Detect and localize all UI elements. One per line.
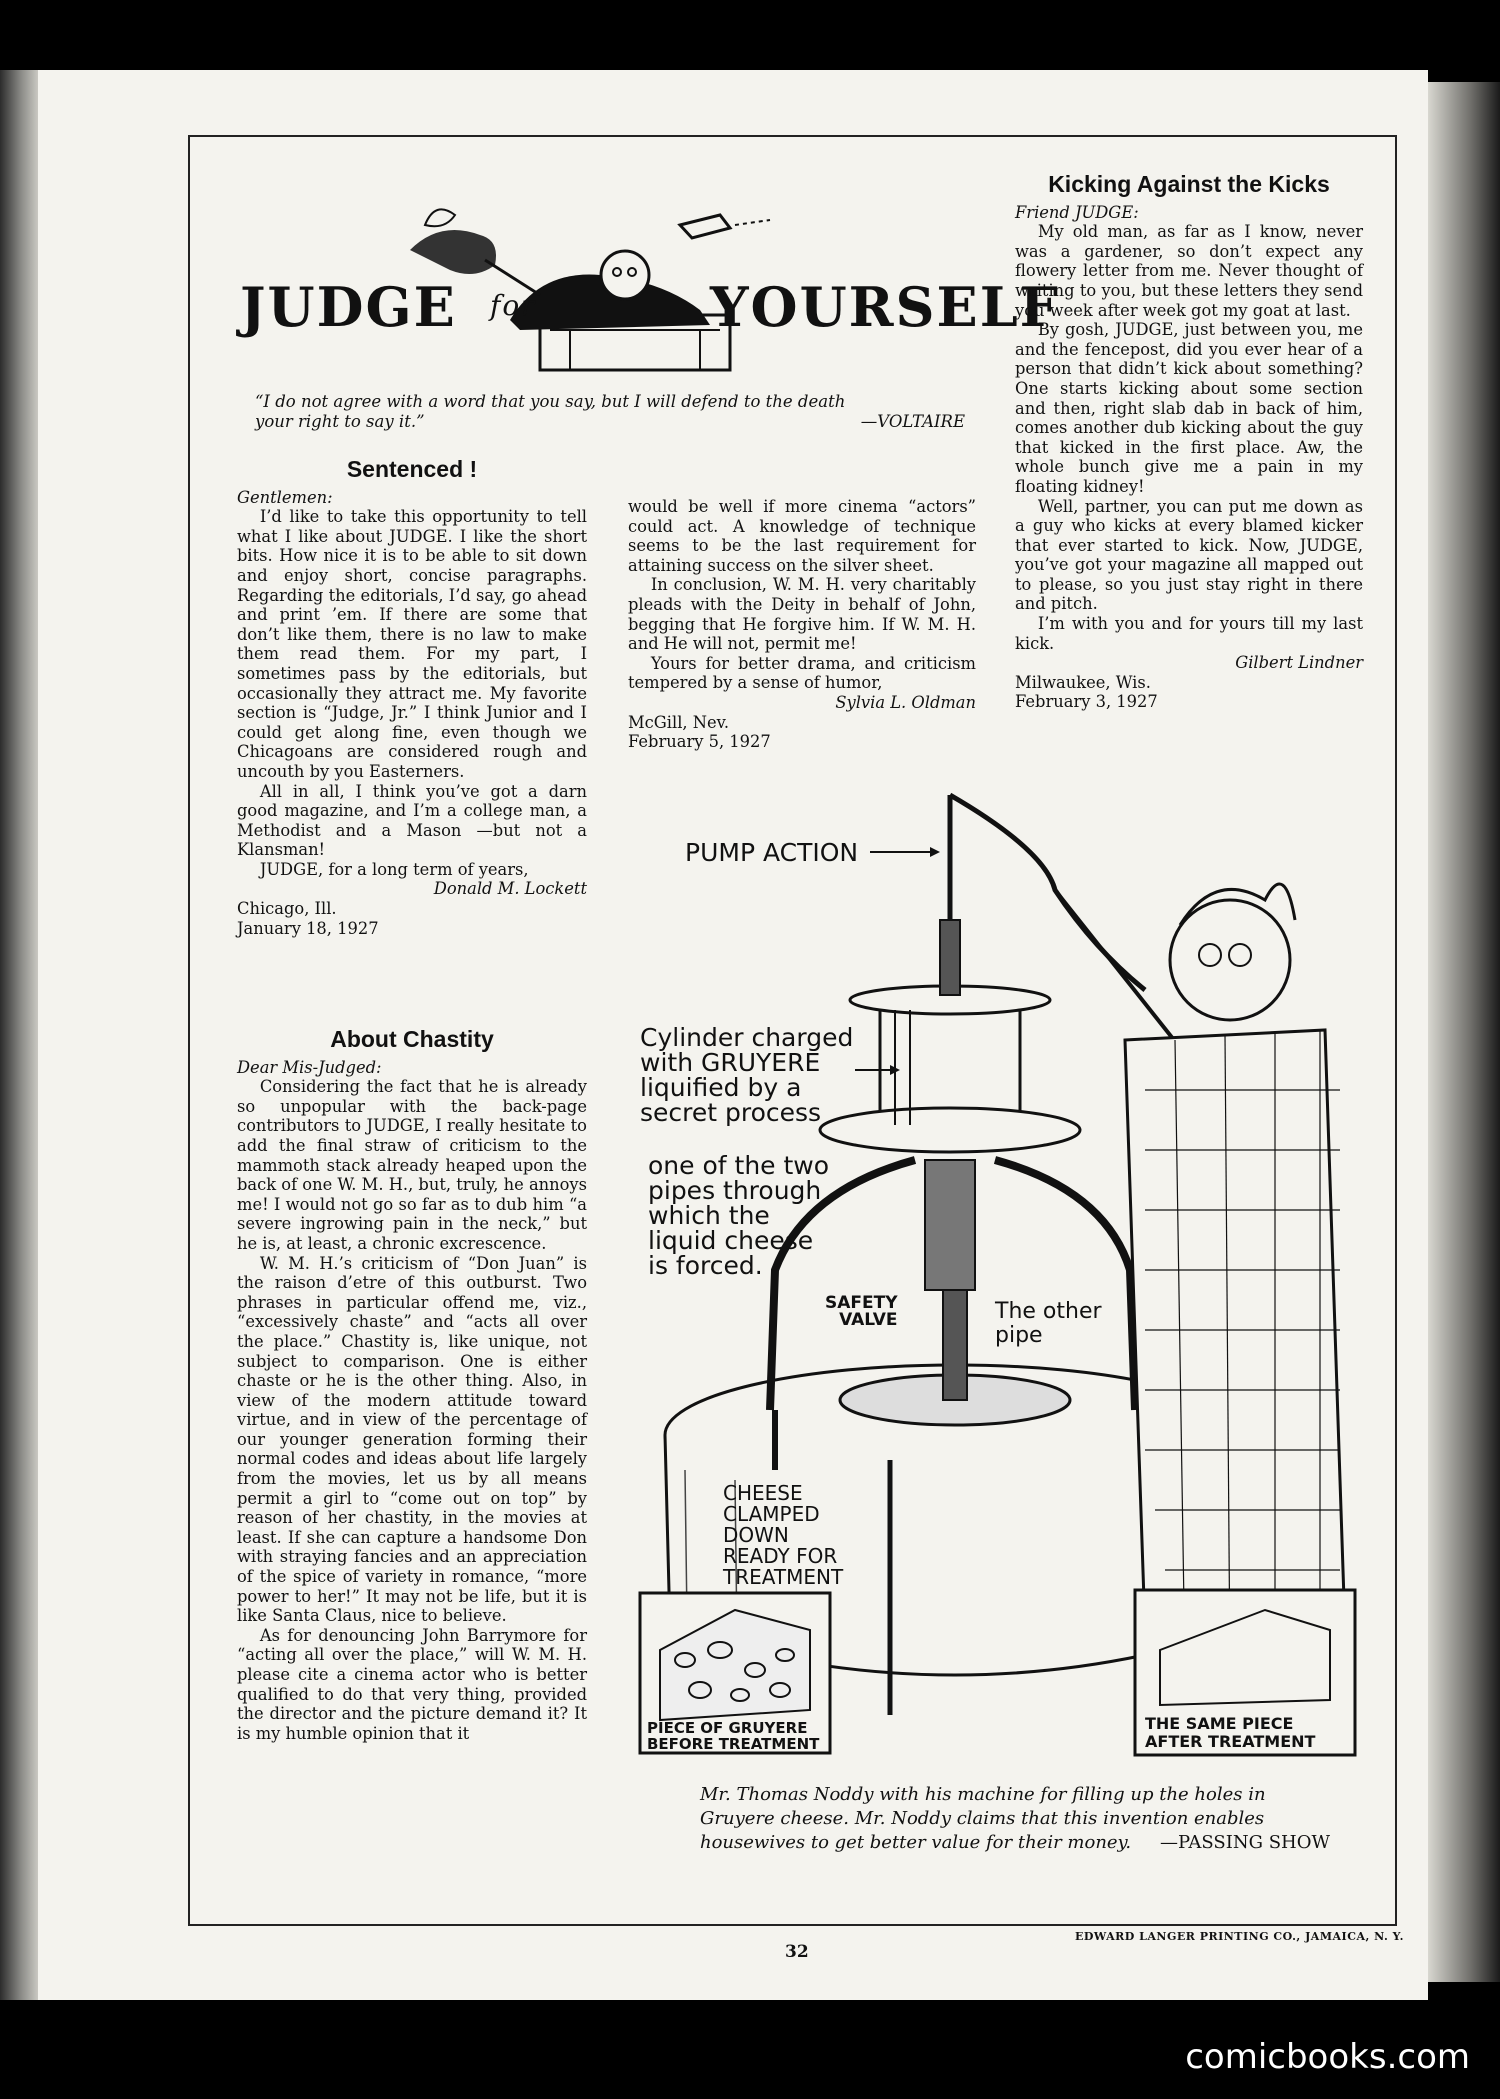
kicks-salute: Friend JUDGE: — [1015, 202, 1139, 222]
sentenced-paragraph-3: JUDGE, for a long term of years, — [259, 859, 529, 879]
caption-text: Mr. Thomas Noddy with his machine for filling up the holes in Gruyere cheese. Mr. Noddy claims that this invention enables housewives to get better value for their money. — [700, 1784, 1266, 1853]
label-pipe — [648, 1153, 829, 1278]
label-safety-valve-line-2: VALVE — [839, 1310, 898, 1330]
label-cheese-line-5: TREATMENT — [723, 1565, 844, 1589]
label-cylinder — [640, 1025, 853, 1125]
book-spine-left — [0, 70, 38, 2000]
middle-place: McGill, Nev. — [628, 712, 730, 732]
label-pipe-line-5: is forced. — [648, 1251, 763, 1280]
middle-signature: Sylvia L. Oldman — [835, 692, 976, 712]
label-cheese-line-1: CHEESE — [723, 1481, 803, 1505]
label-pipe-line-3: which the — [648, 1201, 770, 1230]
middle-date: February 5, 1927 — [628, 732, 771, 752]
label-after-treatment — [1145, 1715, 1315, 1751]
sentenced-title: Sentenced ! — [346, 456, 478, 482]
chastity-paragraph-2: W. M. H.’s criticism of “Don Juan” is the raison d’etre of this outburst. Two phrases in particular offend me, viz., “excessively chaste” and “acts all over the place.” Chastity is, like unique, not subject to comparison. One is either chaste or he is the other thing. Also, in view of the modern attitude toward virtue, and in view of the percentage of our younger generation forming their normal codes and ideas about life largely from the movies, let us by all means permit a girl to “come out on top” by reason of her chastity, in the movies at least. If she can capture a handsome Don with straying fancies and an appreciation of the spice of variety in romance, “more power to her!” It may not be life, but it is like Santa Claus, nice to believe. — [237, 1253, 587, 1626]
chastity-paragraph-3: As for denouncing John Barrymore for “acting all over the place,” will W. M. H. please cite a cinema actor who is better qualified to do that very thing, provided the director and the picture demand it? It is my humble opinion that it — [237, 1625, 587, 1743]
label-other-pipe-line-1: The other — [995, 1299, 1102, 1324]
voltaire-quote — [255, 392, 985, 432]
middle-paragraph-2: In conclusion, W. M. H. very charitably pleads with the Deity in behalf of John, begging that He forgive him. If W. M. H. and He will not, permit me! — [628, 575, 976, 654]
label-before-line-2: BEFORE TREATMENT — [647, 1735, 820, 1753]
cartoon-cheese-machine — [625, 770, 1370, 1775]
cartoon-caption — [700, 1783, 1330, 1855]
label-cheese-clamped — [723, 1483, 843, 1588]
kicks-paragraph-1: My old man, as far as I know, never was a gardener, so don’t expect any flowery letter from me. Never thought of writing to you, but these letters they send you week after week got my goat at last. — [1015, 222, 1363, 320]
letter-sentenced — [237, 456, 587, 938]
label-other-pipe-line-2: pipe — [995, 1323, 1043, 1348]
label-cylinder-line-4: secret process — [640, 1098, 822, 1127]
page-number: 32 — [785, 1942, 809, 1962]
label-pipe-line-2: pipes through — [648, 1176, 822, 1205]
label-pipe-line-4: liquid cheese — [648, 1226, 814, 1255]
caption-credit: —PASSING SHOW — [1159, 1832, 1330, 1853]
sentenced-place: Chicago, Ill. — [237, 899, 337, 919]
label-cheese-line-2: CLAMPED — [723, 1502, 820, 1526]
middle-paragraph-1: would be well if more cinema “actors” could act. A knowledge of technique seems to be the last requirement for attaining success on the silver sheet. — [628, 497, 976, 575]
sentenced-paragraph-2: All in all, I think you’ve got a darn good magazine, and I’m a college man, a Methodist and a Mason —but not a Klansman! — [237, 781, 587, 860]
sentenced-date: January 18, 1927 — [237, 918, 379, 938]
kicks-title: Kicking Against the Kicks — [1048, 171, 1330, 197]
kicks-date: February 3, 1927 — [1015, 692, 1158, 712]
sentenced-paragraph-1: I’d like to take this opportunity to tell what I like about JUDGE. I like the short bits. How nice it is to be able to sit down and enjoy short, concise paragraphs. Regarding the editorials, I’d say, go ahead and print ’em. If there are some that don’t like them, there is no law to make them read them. For my part, I sometimes pass by the editorials, but occasionally they attract me. My favorite section is “Judge, Jr.” I think Junior and I could get along fine, even though we Chicagoans are considered rough and uncouth by you Easterners. — [237, 507, 587, 781]
masthead — [240, 180, 1061, 380]
sentenced-signature: Donald M. Lockett — [433, 879, 587, 899]
kicks-paragraph-2: By gosh, JUDGE, just between you, me and the fencepost, did you ever hear of a person that didn’t kick about something? One starts kicking about some section and then, right slab dab in back of him, comes another dub kicking about the guy that kicked in the first place. Aw, the whole bunch give me a pain in my floating kidney! — [1015, 320, 1363, 496]
letter-kicking — [1015, 171, 1363, 712]
quote-line-1: “I do not agree with a word that you say, but I will defend to the death — [255, 392, 846, 411]
letter-about-chastity — [237, 1026, 587, 1743]
printer-credit: EDWARD LANGER PRINTING CO., JAMAICA, N. Y. — [1075, 1930, 1404, 1943]
label-cylinder-line-2: with GRUYERE — [640, 1048, 821, 1077]
label-cheese-line-3: DOWN — [723, 1523, 789, 1547]
label-cheese-line-4: READY FOR — [723, 1544, 838, 1568]
label-after-line-1: THE SAME PIECE — [1145, 1714, 1294, 1733]
label-safety-valve-line-1: SAFETY — [825, 1293, 898, 1313]
kicks-signature: Gilbert Lindner — [1235, 653, 1363, 673]
kicks-paragraph-3: Well, partner, you can put me down as a guy who kicks at every blamed kicker that ever started to kick. Now, JUDGE, you’ve got your magazine all mapped out to please, so you just stay right in there and pitch. — [1015, 496, 1363, 614]
masthead-title-for: for — [490, 289, 537, 322]
sentenced-salute: Gentlemen: — [237, 487, 333, 507]
chastity-paragraph-1: Considering the fact that he is already so unpopular with the back-page contributors to JUDGE, I really hesitate to add the final straw of criticism to the mammoth stack already heaped upon the back of one W. M. H., but, truly, he annoys me! I would not go so far as to dub him “a severe ingrowing pain in the neck,” but he is, at least, a chronic excrescence. — [237, 1077, 587, 1253]
label-pump-action: PUMP ACTION — [685, 838, 859, 867]
middle-paragraph-3: Yours for better drama, and criticism tempered by a sense of humor, — [628, 653, 976, 693]
label-cylinder-line-1: Cylinder charged — [640, 1023, 854, 1052]
label-before-line-1: PIECE OF GRUYERE — [647, 1719, 808, 1737]
label-cylinder-line-3: liquified by a — [640, 1073, 802, 1102]
quote-attribution: —VOLTAIRE — [860, 412, 965, 431]
label-other-pipe — [995, 1300, 1102, 1348]
kicks-place: Milwaukee, Wis. — [1015, 672, 1151, 692]
label-pipe-line-1: one of the two — [648, 1151, 830, 1180]
letter-continuation — [628, 497, 976, 752]
masthead-title-yourself: YOURSELF — [710, 275, 1061, 339]
chastity-title: About Chastity — [330, 1026, 494, 1052]
masthead-title — [240, 275, 1061, 345]
label-before-treatment — [647, 1720, 819, 1752]
label-safety-valve — [825, 1295, 898, 1329]
book-edge-right — [1428, 82, 1500, 1982]
chastity-salute: Dear Mis-Judged: — [237, 1057, 382, 1077]
quote-line-2: your right to say it.” — [255, 412, 425, 431]
kicks-paragraph-4: I’m with you and for yours till my last kick. — [1015, 614, 1363, 653]
site-watermark: comicbooks.com — [1185, 2037, 1470, 2077]
masthead-title-judge: JUDGE — [240, 275, 457, 339]
label-after-line-2: AFTER TREATMENT — [1145, 1732, 1316, 1751]
